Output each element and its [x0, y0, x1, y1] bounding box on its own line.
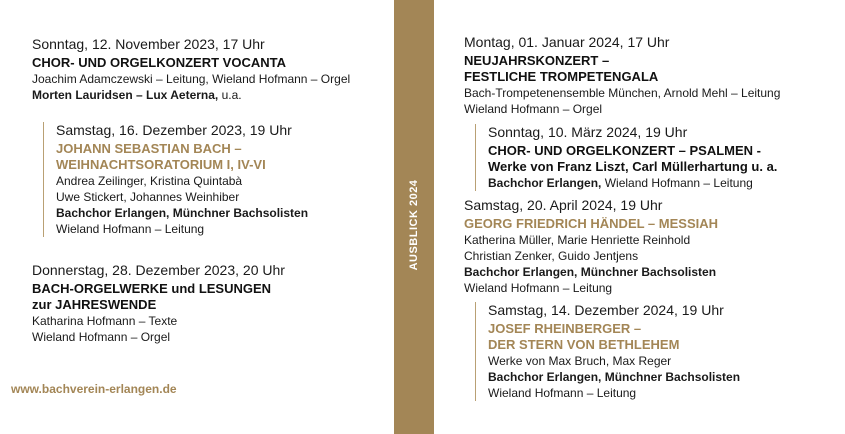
event-title: zur JAHRESWENDE [32, 297, 157, 312]
event-neujahrskonzert [464, 34, 834, 117]
event-line: Christian Zenker, Guido Jentjens [464, 249, 639, 263]
event-date: Samstag, 20. April 2024, 19 Uhr [464, 197, 663, 213]
event-line: Bachchor Erlangen, Wieland Hofmann – Leitung [488, 176, 753, 190]
event-weihnachtsoratorium [43, 122, 386, 237]
website-link[interactable]: www.bachverein-erlangen.de [11, 382, 177, 396]
event-title: DER STERN VON BETHLEHEM [488, 337, 680, 352]
event-line: Bach-Trompetenensemble München, Arnold Mehl – Leitung [464, 86, 781, 100]
event-title: CHOR- UND ORGELKONZERT – PSALMEN - [488, 143, 761, 158]
event-title: JOSEF RHEINBERGER – [488, 321, 642, 336]
event-date: Samstag, 16. Dezember 2023, 19 Uhr [56, 122, 292, 138]
event-title: WEIHNACHTSORATORIUM I, IV-VI [56, 157, 266, 172]
event-line: Bachchor Erlangen, Münchner Bachsolisten [464, 265, 717, 279]
event-line: Katherina Müller, Marie Henriette Reinhold [464, 233, 691, 247]
event-title: BACH-ORGELWERKE und LESUNGEN [32, 281, 272, 296]
event-line: Wieland Hofmann – Leitung [488, 386, 637, 400]
event-line: Joachim Adamczewski – Leitung, Wieland Hofmann – Orgel [32, 72, 351, 86]
event-line: Bachchor Erlangen, Münchner Bachsolisten [488, 370, 741, 384]
event-vocanta [32, 36, 392, 103]
event-title: Werke von Franz Liszt, Carl Müllerhartung u. a. [488, 159, 778, 174]
event-psalmen [475, 124, 838, 191]
event-date: Samstag, 14. Dezember 2024, 19 Uhr [488, 302, 724, 318]
event-line: Wieland Hofmann – Leitung [56, 222, 205, 236]
event-date: Sonntag, 12. November 2023, 17 Uhr [32, 36, 265, 52]
event-date: Sonntag, 10. März 2024, 19 Uhr [488, 124, 688, 140]
event-line: Uwe Stickert, Johannes Weinhiber [56, 190, 240, 204]
event-title: FESTLICHE TROMPETENGALA [464, 69, 659, 84]
outlook-label: AUSBLICK 2024 [408, 179, 420, 271]
event-date: Donnerstag, 28. Dezember 2023, 20 Uhr [32, 262, 285, 278]
event-stern-von-bethlehem [475, 302, 838, 401]
event-line: Andrea Zeilinger, Kristina Quintabà [56, 174, 243, 188]
event-line: Bachchor Erlangen, Münchner Bachsolisten [56, 206, 309, 220]
event-title: CHOR- UND ORGELKONZERT VOCANTA [32, 55, 286, 70]
event-line: Wieland Hofmann – Leitung [464, 281, 613, 295]
event-line: Wieland Hofmann – Orgel [32, 330, 171, 344]
event-title: GEORG FRIEDRICH HÄNDEL – MESSIAH [464, 216, 719, 231]
event-jahreswende [32, 262, 392, 345]
event-line: Wieland Hofmann – Orgel [464, 102, 603, 116]
event-line: Katharina Hofmann – Texte [32, 314, 178, 328]
event-date: Montag, 01. Januar 2024, 17 Uhr [464, 34, 670, 50]
event-title: JOHANN SEBASTIAN BACH – [56, 141, 242, 156]
event-line: Werke von Max Bruch, Max Reger [488, 354, 672, 368]
event-line: Morten Lauridsen – Lux Aeterna, u.a. [32, 88, 242, 102]
event-messiah [464, 197, 834, 296]
event-title: NEUJAHRSKONZERT – [464, 53, 610, 68]
